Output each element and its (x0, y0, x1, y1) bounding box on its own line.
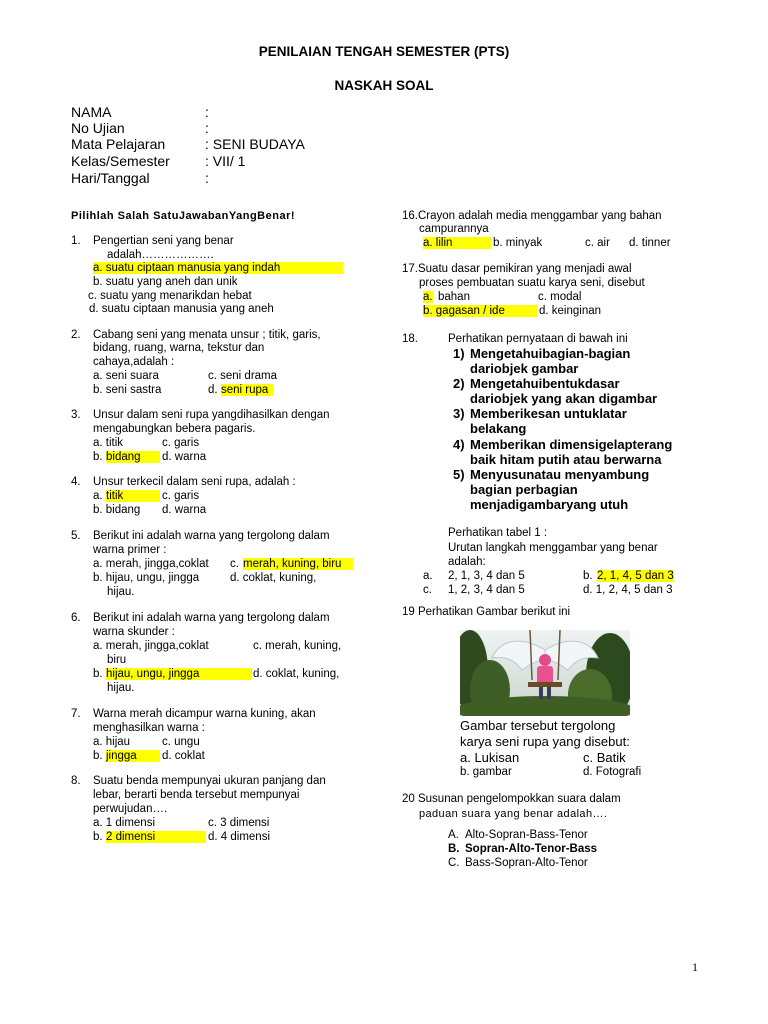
question-number: 18. (402, 333, 418, 345)
question-text: proses pembuatan suatu karya seni, disebut (419, 277, 645, 289)
identity-label-kelas: Kelas/Semester (71, 153, 170, 169)
question-text: warna primer : (93, 544, 167, 556)
identity-label-nama: NAMA (71, 104, 112, 120)
option-a: a. merah, jingga,coklat (93, 640, 209, 652)
option-c: c. garis (162, 490, 200, 502)
option-b-answer: jingga (106, 750, 160, 762)
option-a: a. titik (93, 437, 124, 449)
question-text: mengabungkan bebera pagaris. (93, 423, 256, 435)
swing-photo (460, 630, 630, 716)
statement-text: menjadigambaryang utuh (470, 497, 629, 512)
instruction: Pilihlah Salah SatuJawabanYangBenar! (71, 210, 296, 222)
question-text: Perhatikan tabel 1 : (448, 527, 548, 539)
option-d: d. warna (162, 451, 207, 463)
question-number: 6. (71, 612, 81, 624)
question-text: Perhatikan pernyataan di bawah ini (448, 333, 628, 345)
option-b: b. gambar (460, 766, 512, 778)
identity-value-hari: : (205, 170, 209, 186)
question-text: Warna merah dicampur warna kuning, akan (93, 708, 316, 720)
option-b-answer: 2 dimensi (106, 831, 206, 843)
option-b-prefix: b. (93, 750, 103, 762)
option-d: d. coklat, kuning, (230, 572, 317, 584)
option-a-text: bahan (438, 291, 470, 303)
option-b: b. seni sastra (93, 384, 162, 396)
question-text: campurannya (419, 223, 489, 235)
option-a-answer: a. lilin (423, 237, 491, 249)
option-c-prefix: c. (423, 584, 432, 596)
option-d: d. 1, 2, 4, 5 dan 3 (583, 584, 673, 596)
question-text: perwujudan…. (93, 803, 168, 815)
statement-text: bagian perbagian (470, 482, 578, 497)
question-text: menghasilkan warna : (93, 722, 205, 734)
question-text: cahaya,adalah : (93, 356, 175, 368)
option-b: b. suatu yang aneh dan unik (93, 276, 238, 288)
question-text: paduan suara yang benar adalah…. (419, 808, 608, 820)
option-b-prefix: b. (93, 451, 103, 463)
option-b: b. hijau, ungu, jingga (93, 572, 200, 584)
question-number: 8. (71, 775, 81, 787)
option-c-prefix: c. (230, 558, 239, 570)
option-a: a. seni suara (93, 370, 159, 382)
page-number: 1 (692, 960, 698, 974)
statement-number: 3) (453, 406, 465, 421)
option-a-prefix: a. (423, 291, 433, 303)
statement-text: belakang (470, 421, 527, 436)
question-text: lebar, berarti benda tersebut mempunyai (93, 789, 300, 801)
option-b-answer: Sopran-Alto-Tenor-Bass (465, 843, 598, 855)
question-number: 2. (71, 329, 81, 341)
option-c: c. merah, kuning, (253, 640, 342, 652)
option-c: c. ungu (162, 736, 200, 748)
option-c: Bass-Sopran-Alto-Tenor (465, 857, 588, 869)
option-a-prefix: A. (448, 829, 459, 841)
question-text: Pengertian seni yang benar (93, 235, 234, 247)
option-d: d. tinner (629, 237, 671, 249)
question-number: 1. (71, 235, 81, 247)
option-d: d. warna (162, 504, 207, 516)
statement-text: Mengetahuibentukdasar (470, 376, 620, 391)
option-text-cont: hijau. (107, 586, 135, 598)
option-c-prefix: C. (448, 857, 460, 869)
option-b-prefix: b. (93, 668, 103, 680)
statement-number: 5) (453, 467, 465, 482)
identity-value-kelas: : VII/ 1 (205, 153, 246, 169)
option-b: b. bidang (93, 504, 141, 516)
option-b-prefix: b. (93, 831, 103, 843)
question-number: 7. (71, 708, 81, 720)
option-a-prefix: a. (423, 570, 433, 582)
option-c: c. modal (538, 291, 582, 303)
identity-label-hari: Hari/Tanggal (71, 170, 150, 186)
option-b-answer: hijau, ungu, jingga (106, 668, 252, 680)
question-text: Urutan langkah menggambar yang benar (448, 542, 658, 554)
identity-value-mapel: : SENI BUDAYA (205, 136, 305, 152)
question-text: Berikut ini adalah warna yang tergolong dalam (93, 612, 330, 624)
question-text: 17.Suatu dasar pemikiran yang menjadi awal (402, 263, 632, 275)
option-d-answer: seni rupa (221, 384, 273, 396)
page-subtitle: NASKAH SOAL (334, 78, 434, 93)
question-text: Unsur dalam seni rupa yangdihasilkan dengan (93, 409, 330, 421)
statement-text: baik hitam putih atau berwarna (470, 452, 662, 467)
statement-text: Mengetahuibagian-bagian (470, 346, 631, 361)
option-c: c. suatu yang menarikdan hebat (88, 290, 252, 302)
question-text: Berikut ini adalah warna yang tergolong dalam (93, 530, 330, 542)
option-d: d. keinginan (539, 305, 602, 317)
statement-text: Menyusunatau menyambung (470, 467, 650, 482)
question-text: adalah………………. (107, 249, 214, 261)
option-b-prefix: b. (583, 570, 593, 582)
identity-value-nama: : (205, 104, 209, 120)
question-text: Cabang seni yang menata unsur ; titik, garis, (93, 329, 321, 341)
option-c: 1, 2, 3, 4 dan 5 (448, 584, 525, 596)
option-c: c. garis (162, 437, 200, 449)
question-text: 19 Perhatikan Gambar berikut ini (402, 606, 571, 618)
option-d: d. coklat (162, 750, 205, 762)
question-text: Gambar tersebut tergolong (460, 718, 616, 733)
question-text: Suatu benda mempunyai ukuran panjang dan (93, 775, 326, 787)
question-text: Unsur terkecil dalam seni rupa, adalah : (93, 476, 296, 488)
page-title: PENILAIAN TENGAH SEMESTER (PTS) (258, 44, 510, 59)
option-d: d. 4 dimensi (208, 831, 271, 843)
option-c: c. 3 dimensi (208, 817, 270, 829)
option-b-answer: 2, 1, 4, 5 dan 3 (597, 570, 674, 582)
option-a: a. hijau (93, 736, 131, 748)
question-text: 20 Susunan pengelompokkan suara dalam (402, 793, 621, 805)
option-a-answer: titik (106, 490, 160, 502)
option-text-cont: hijau. (107, 682, 135, 694)
option-a-answer: a. suatu ciptaan manusia yang indah (93, 262, 343, 274)
statement-text: dariobjek yang akan digambar (470, 391, 658, 406)
question-text: karya seni rupa yang disebut: (460, 734, 630, 749)
option-c-answer: merah, kuning, biru (243, 558, 353, 570)
option-a-prefix: a. (93, 490, 103, 502)
option-b-prefix: B. (448, 843, 460, 855)
statement-text: Memberikan dimensigelapterang (470, 437, 673, 452)
question-number: 4. (71, 476, 81, 488)
option-a: a. 1 dimensi (93, 817, 156, 829)
statement-number: 2) (453, 376, 465, 391)
option-d: d. suatu ciptaan manusia yang aneh (89, 303, 274, 315)
option-text-cont: biru (107, 654, 127, 666)
statement-text: dariobjek gambar (470, 361, 579, 376)
option-c: c. Batik (583, 750, 626, 765)
option-c: c. seni drama (208, 370, 278, 382)
option-b-answer: bidang (106, 451, 160, 463)
identity-label-mapel: Mata Pelajaran (71, 136, 166, 152)
identity-label-noujian: No Ujian (71, 120, 125, 136)
option-d-prefix: d. (208, 384, 218, 396)
option-d: d. coklat, kuning, (253, 668, 340, 680)
option-b: b. minyak (493, 237, 543, 249)
swing-photo-image (460, 630, 630, 716)
statement-number: 1) (453, 346, 465, 361)
option-a: a. merah, jingga,coklat (93, 558, 209, 570)
option-d: d. Fotografi (583, 766, 642, 778)
question-text: adalah: (448, 556, 486, 568)
option-a: a. Lukisan (460, 750, 520, 765)
question-number: 3. (71, 409, 81, 421)
statement-number: 4) (453, 437, 465, 452)
question-text: bidang, ruang, warna, tekstur dan (93, 342, 265, 354)
statement-text: Memberikesan untuklatar (470, 406, 627, 421)
option-c: c. air (585, 237, 610, 249)
identity-value-noujian: : (205, 120, 209, 136)
question-number: 5. (71, 530, 81, 542)
question-text: 16.Crayon adalah media menggambar yang bahan (402, 210, 662, 222)
option-a: 2, 1, 3, 4 dan 5 (448, 570, 525, 582)
option-a: Alto-Sopran-Bass-Tenor (465, 829, 588, 841)
question-text: warna skunder : (93, 626, 175, 638)
option-b-answer: b. gagasan / ide (423, 305, 537, 317)
